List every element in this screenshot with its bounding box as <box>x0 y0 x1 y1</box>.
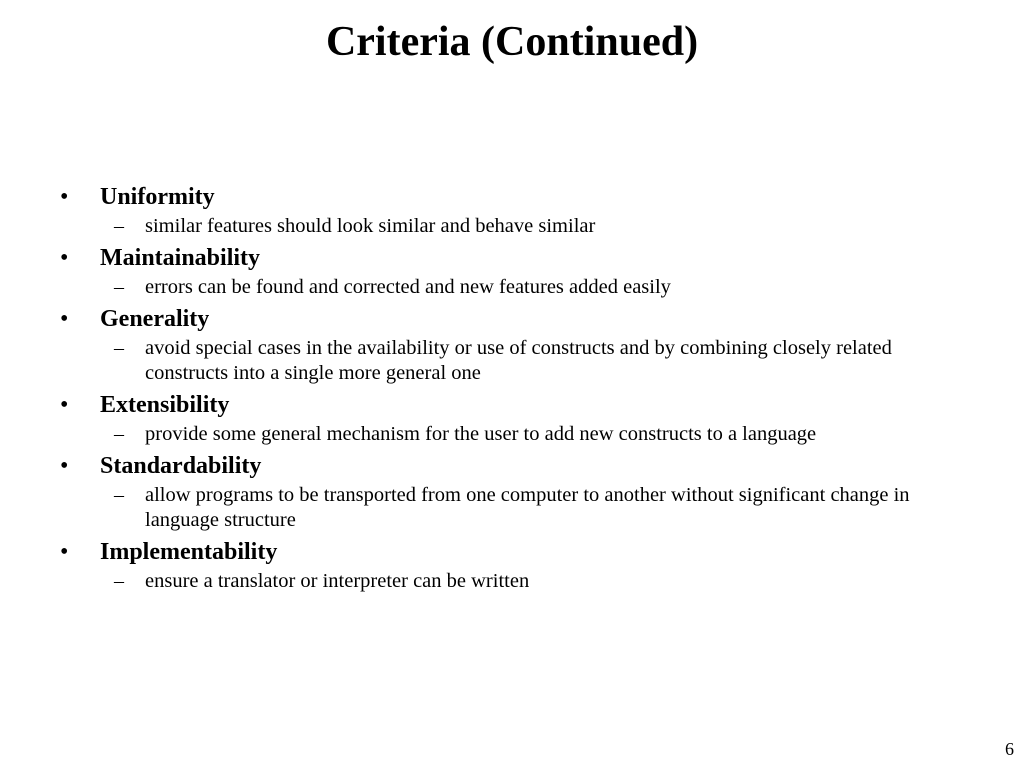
criterion-maintainability <box>0 241 1024 300</box>
criterion-detail <box>100 422 1024 447</box>
criterion-heading: Implementability <box>100 539 278 565</box>
bullet-icon: • <box>60 245 69 271</box>
criterion-heading: Generality <box>100 306 210 332</box>
bullet-icon: • <box>60 539 69 565</box>
criterion-heading: Extensibility <box>100 392 230 418</box>
slide-title: Criteria (Continued) <box>325 19 699 65</box>
criterion-detail <box>100 483 1024 533</box>
bullet-icon: • <box>60 306 69 332</box>
criterion-detail <box>100 336 1024 386</box>
criterion-detail-text: similar features should look similar and behave similar <box>145 215 596 237</box>
criteria-list <box>0 180 1024 596</box>
dash-icon: – <box>114 570 124 592</box>
criterion-detail-text: avoid special cases in the availability or use of constructs and by combining closely related constructs into a single more general one <box>145 337 892 384</box>
criterion-detail <box>100 569 1024 594</box>
criterion-heading: Standardability <box>100 453 262 479</box>
bullet-icon: • <box>60 453 69 479</box>
criterion-standardability <box>0 449 1024 533</box>
criterion-detail-text: allow programs to be transported from one computer to another without significant change in language structure <box>145 484 910 531</box>
criterion-detail-text: errors can be found and corrected and new features added easily <box>145 276 671 298</box>
criterion-detail-text: ensure a translator or interpreter can be written <box>145 570 530 592</box>
criterion-generality <box>0 302 1024 386</box>
dash-icon: – <box>114 484 124 506</box>
dash-icon: – <box>114 337 124 359</box>
criterion-heading: Uniformity <box>100 184 215 210</box>
criterion-uniformity <box>0 180 1024 239</box>
page-number: 6 <box>1005 739 1014 759</box>
criterion-detail <box>100 275 1024 300</box>
bullet-icon: • <box>60 392 69 418</box>
dash-icon: – <box>114 423 124 445</box>
criterion-detail-text: provide some general mechanism for the user to add new constructs to a language <box>145 423 817 445</box>
bullet-icon: • <box>60 184 69 210</box>
criterion-implementability <box>0 535 1024 594</box>
dash-icon: – <box>114 215 124 237</box>
criterion-extensibility <box>0 388 1024 447</box>
criterion-detail <box>100 214 1024 239</box>
criterion-heading: Maintainability <box>100 245 261 271</box>
dash-icon: – <box>114 276 124 298</box>
